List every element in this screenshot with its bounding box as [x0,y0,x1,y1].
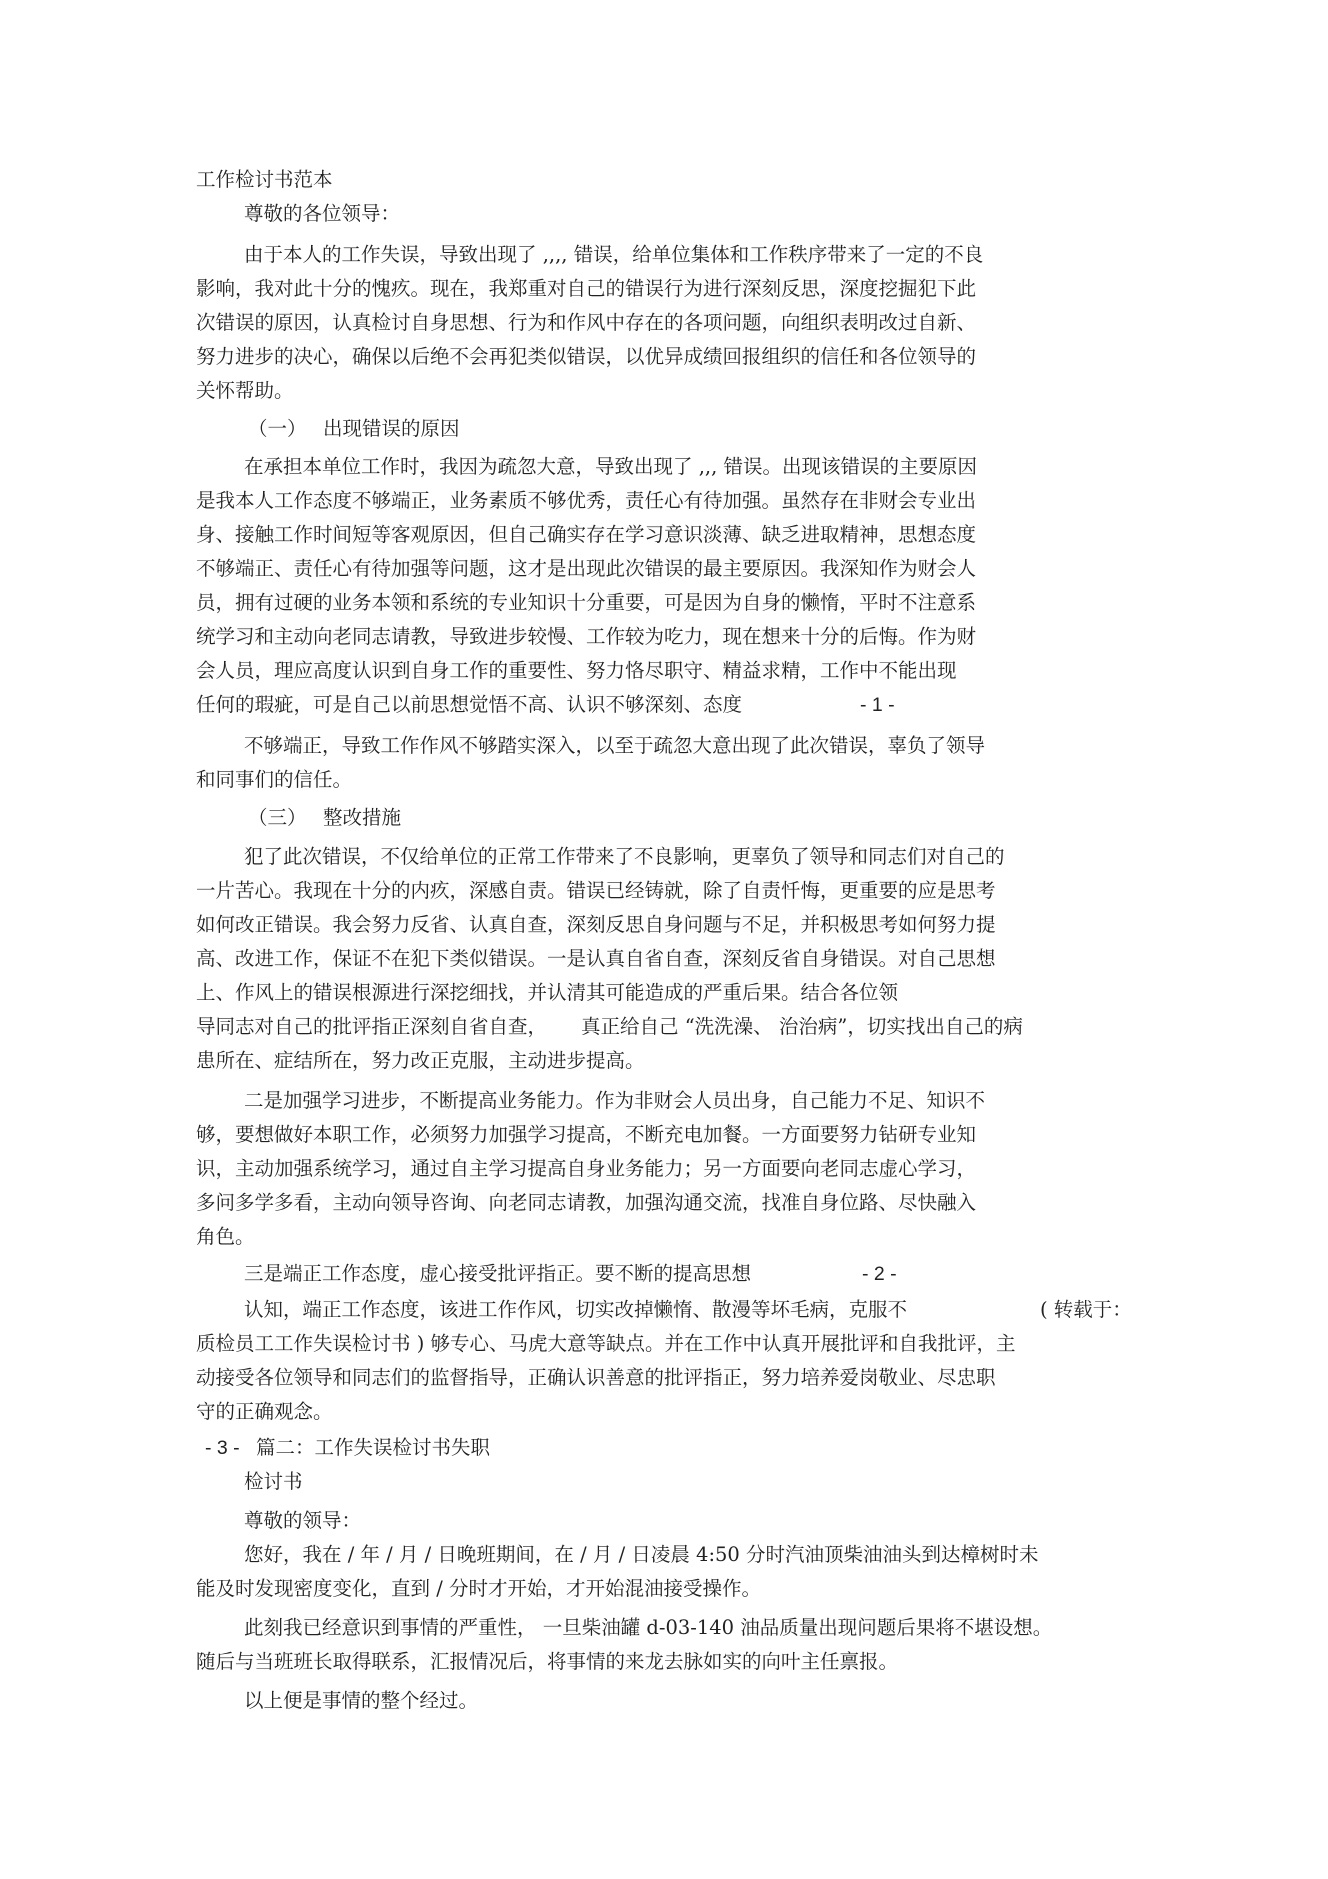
body-line: 高、改进工作，保证不在犯下类似错误。一是认真自省自查，深刻反省自身错误。对自己思想 [196,947,996,970]
document-title: 工作检讨书范本 [196,168,333,191]
page-number: - 2 - [862,1263,897,1285]
page-number: - 1 - [860,694,895,716]
page-number: - 3 - [205,1437,240,1459]
body-line: 不够端正、责任心有待加强等问题，这才是出现此次错误的最主要原因。我深知作为财会人 [196,557,977,580]
body-line: 统学习和主动向老同志请教，导致进步较慢、工作较为吃力，现在想来十分的后悔。作为财 [196,625,977,648]
body-line: 不够端正，导致工作作风不够踏实深入，以至于疏忽大意出现了此次错误，辜负了领导 [244,734,986,757]
body-line: 任何的瑕疵，可是自己以前思想觉悟不高、认识不够深刻、态度 [196,693,743,716]
salutation: 尊敬的各位领导： [244,202,401,225]
intro-line: 由于本人的工作失误，导致出现了 ,,,, 错误，给单位集体和工作秩序带来了一定的不良 [244,243,984,266]
body-line: 二是加强学习进步，不断提高业务能力。作为非财会人员出身，自己能力不足、知识不 [244,1089,986,1112]
body-line: 在承担本单位工作时，我因为疏忽大意，导致出现了 ,,, 错误。出现该错误的主要原因 [244,455,977,478]
body-line: 患所在、症结所在，努力改正克服，主动进步提高。 [196,1049,645,1072]
body-line: 会人员，理应高度认识到自身工作的重要性、努力恪尽职守、精益求精，工作中不能出现 [196,659,957,682]
body-line: ( 转载于： [1040,1298,1132,1321]
intro-line: 关怀帮助。 [196,379,294,402]
intro-line: 次错误的原因，认真检讨自身思想、行为和作风中存在的各项问题，向组织表明改过自新、 [196,311,977,334]
body-line: 身、接触工作时间短等客观原因，但自己确实存在学习意识淡薄、缺乏进取精神，思想态度 [196,523,977,546]
intro-line: 努力进步的决心，确保以后绝不会再犯类似错误，以优异成绩回报组织的信任和各位领导的 [196,345,977,368]
body-line: 一片苦心。我现在十分的内疚，深感自责。错误已经铸就，除了自责忏悔，更重要的应是思考 [196,879,996,902]
body-line: 认知，端正工作态度，该进工作作风，切实改掉懒惰、散漫等坏毛病，克服不 [244,1298,908,1321]
body-line: 识，主动加强系统学习，通过自主学习提高自身业务能力；另一方面要向老同志虚心学习， [196,1157,977,1180]
body-line: 够，要想做好本职工作，必须努力加强学习提高，不断充电加餐。一方面要努力钻研专业知 [196,1123,977,1146]
body-line: 导同志对自己的批评指正深刻自省自查， [196,1015,548,1038]
section-title: 整改措施 [323,806,402,829]
body-line: 犯了此次错误，不仅给单位的正常工作带来了不良影响，更辜负了领导和同志们对自己的 [244,845,1005,868]
body-line: 是我本人工作态度不够端正，业务素质不够优秀，责任心有待加强。虽然存在非财会专业出 [196,489,977,512]
section-number: （一） [248,417,307,440]
body-line: 如何改正错误。我会努力反省、认真自查，深刻反思自身问题与不足，并积极思考如何努力提 [196,913,996,936]
part-heading: 篇二：工作失误检讨书失职 [256,1436,491,1459]
body-line: 多问多学多看，主动向领导咨询、向老同志请教，加强沟通交流，找准自身位路、尽快融入 [196,1191,977,1214]
body-line: 随后与当班班长取得联系，汇报情况后，将事情的来龙去脉如实的向叶主任禀报。 [196,1650,899,1673]
body-line: 角色。 [196,1225,255,1248]
body-line: 以上便是事情的整个经过。 [244,1689,479,1712]
part-title: 检讨书 [244,1470,303,1493]
body-line: 真正给自己 “洗洗澡、 治治病”，切实找出自己的病 [581,1015,1023,1038]
body-line: 和同事们的信任。 [196,768,353,791]
section-number: （三） [248,806,307,829]
intro-line: 影响，我对此十分的愧疚。现在，我郑重对自己的错误行为进行深刻反思，深度挖掘犯下此 [196,277,977,300]
body-line: 您好，我在 / 年 / 月 / 日晚班期间，在 / 月 / 日凌晨 4:50 分时汽油顶柴油油头到达樟树时未 [244,1543,1039,1566]
body-line: 三是端正工作态度，虚心接受批评指正。要不断的提高思想 [244,1262,752,1285]
body-line: 能及时发现密度变化，直到 / 分时才开始，才开始混油接受操作。 [196,1577,761,1600]
body-line: 此刻我已经意识到事情的严重性， 一旦柴油罐 d-03-140 油品质量出现问题后果将不堪设想。 [244,1616,1053,1639]
body-line: 员，拥有过硬的业务本领和系统的专业知识十分重要，可是因为自身的懒惰，平时不注意系 [196,591,977,614]
body-line: 质检员工工作失误检讨书 ) 够专心、马虎大意等缺点。并在工作中认真开展批评和自我批评，主 [196,1332,1016,1355]
body-line: 上、作风上的错误根源进行深挖细找，并认清其可能造成的严重后果。结合各位领 [196,981,899,1004]
body-line: 守的正确观念。 [196,1400,333,1423]
salutation: 尊敬的领导： [244,1509,362,1532]
body-line: 动接受各位领导和同志们的监督指导，正确认识善意的批评指正，努力培养爱岗敬业、尽忠职 [196,1366,996,1389]
section-title: 出现错误的原因 [323,417,460,440]
